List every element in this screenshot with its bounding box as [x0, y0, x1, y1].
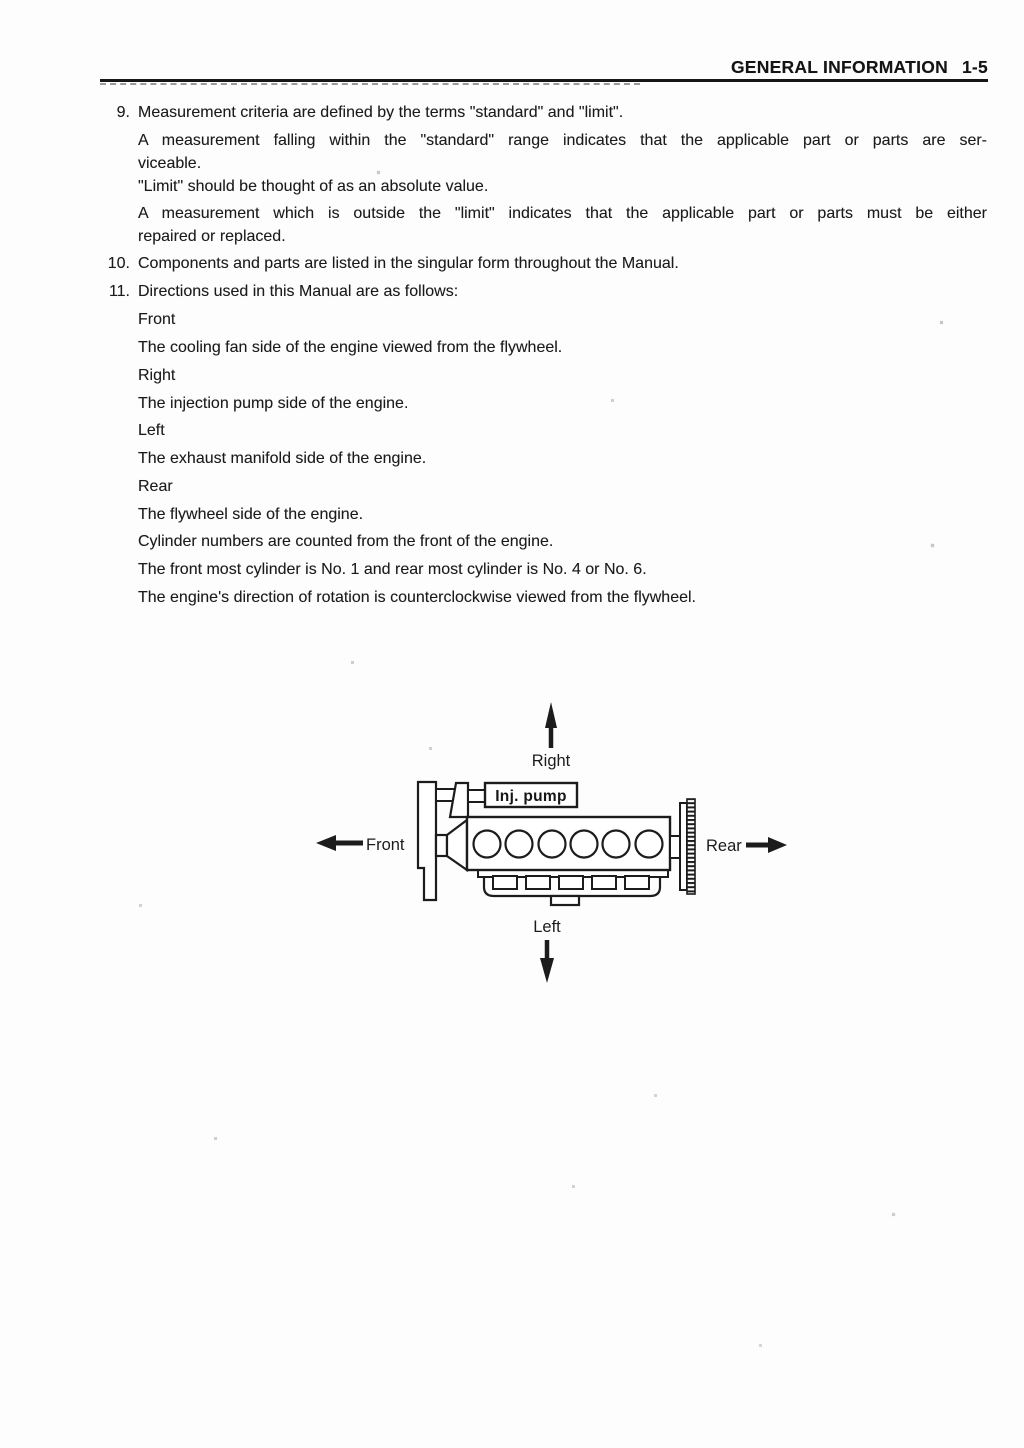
flywheel-shaft: [670, 836, 680, 858]
text-line: The engine's direction of rotation is counterclockwise viewed from the flywheel.: [138, 589, 696, 606]
direction-term-front: Front: [138, 311, 176, 328]
direction-definition: The exhaust manifold side of the engine.: [138, 450, 427, 467]
direction-term-left: Left: [138, 422, 165, 439]
page-header: [731, 57, 988, 78]
engine-direction-diagram: [300, 695, 800, 995]
header-rule: [100, 79, 988, 82]
text-line: "Limit" should be thought of as an absolute value.: [138, 178, 489, 195]
text-line: viceable.: [138, 155, 202, 172]
direction-definition: The cooling fan side of the engine viewed from the flywheel.: [138, 339, 563, 356]
label-right: Right: [531, 752, 571, 770]
front-arrow-icon: [316, 835, 363, 851]
injection-pump-label: Inj. pump: [495, 788, 567, 805]
text-line: Measurement criteria are defined by the terms "standard" and "limit".: [138, 104, 624, 121]
text-line: A measurement falling within the "standard" range indicates that the applicable part or parts are ser-: [138, 132, 987, 149]
exhaust-ports: [493, 876, 649, 889]
cylinder: [571, 831, 598, 858]
cylinder: [506, 831, 533, 858]
direction-term-rear: Rear: [138, 478, 173, 495]
cylinder: [603, 831, 630, 858]
direction-term-right: Right: [138, 367, 176, 384]
exhaust-outlet-flange: [551, 896, 579, 905]
text-line: Components and parts are listed in the singular form throughout the Manual.: [138, 255, 679, 272]
header-rule-scan-artifact: [100, 83, 640, 85]
up-arrow-icon: [545, 702, 557, 748]
direction-definition: The flywheel side of the engine.: [138, 506, 364, 523]
crankshaft-stub: [436, 835, 447, 856]
fan-cone: [447, 820, 467, 870]
label-left: Left: [533, 918, 561, 936]
header-page-number: 1-5: [961, 57, 988, 77]
direction-definition: The injection pump side of the engine.: [138, 395, 409, 412]
rear-arrow-icon: [746, 837, 787, 853]
cooling-fan: [418, 782, 436, 900]
text-line: Cylinder numbers are counted from the front of the engine.: [138, 533, 554, 550]
text-line: A measurement which is outside the "limit" indicates that the applicable part or parts must be either: [138, 205, 987, 222]
ring-gear: [687, 799, 695, 894]
header-title: GENERAL INFORMATION: [730, 57, 948, 77]
text-line: The front most cylinder is No. 1 and rear most cylinder is No. 4 or No. 6.: [138, 561, 647, 578]
label-front: Front: [366, 836, 405, 854]
text-line: Directions used in this Manual are as follows:: [138, 283, 459, 300]
down-arrow-icon: [540, 940, 554, 983]
cylinder: [474, 831, 501, 858]
list-item-number: 10.: [107, 255, 130, 272]
text-line: repaired or replaced.: [138, 228, 286, 245]
list-item-number: 11.: [108, 283, 130, 300]
flywheel: [680, 803, 687, 890]
injection-pump-pipe: [468, 790, 485, 802]
label-rear: Rear: [706, 837, 742, 855]
scan-noise: [0, 0, 1, 1]
cylinder: [539, 831, 566, 858]
cylinder: [636, 831, 663, 858]
list-item-number: 9.: [116, 104, 130, 121]
